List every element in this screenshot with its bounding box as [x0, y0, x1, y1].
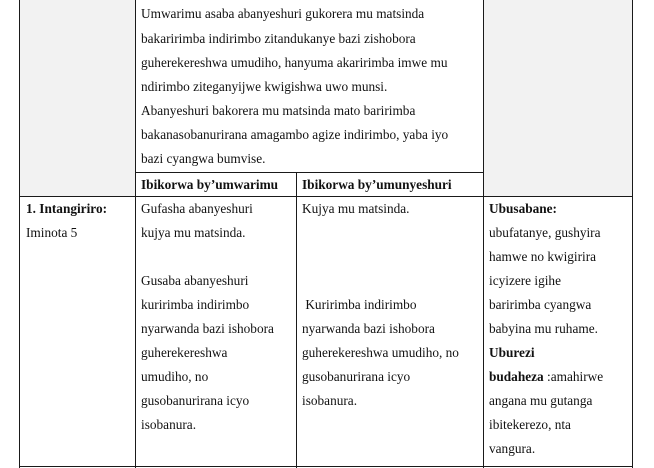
- border-row-top: [19, 196, 633, 197]
- teacher-line: kujya mu matsinda.: [141, 225, 246, 240]
- border-col2: [296, 172, 297, 468]
- student-activities-header: Ibikorwa by’umunyeshuri: [302, 177, 452, 192]
- competence-line: icyizere igihe: [489, 273, 561, 288]
- competence-inline-text: :amahirwe: [543, 369, 604, 384]
- intro-line: guherekereshwa umudiho, hanyuma akaririmba imwe mu: [141, 55, 448, 70]
- border-col1: [135, 0, 136, 468]
- step-title: 1. Intangiriro:: [26, 201, 108, 216]
- teacher-line: isobanura.: [141, 417, 197, 432]
- teacher-line: Gusaba abanyeshuri: [141, 273, 249, 288]
- competence-line: angana mu gutanga: [489, 393, 593, 408]
- student-line: isobanura.: [302, 393, 358, 408]
- teacher-line: gusobanurirana icyo: [141, 393, 250, 408]
- student-line: nyarwanda bazi ishobora: [302, 321, 435, 336]
- competence-line: ubufatanye, gushyira: [489, 225, 601, 240]
- border-bottom: [19, 466, 633, 467]
- teacher-line: guherekereshwa: [141, 345, 228, 360]
- competence-heading-part: budaheza: [489, 369, 544, 384]
- right-top-cell: [484, 0, 632, 196]
- step-duration: Iminota 5: [26, 225, 78, 240]
- competence-line: ibitekerezo, nta: [489, 417, 571, 432]
- competence-heading: Uburezi: [489, 345, 535, 360]
- competence-heading: Ubusabane:: [489, 201, 557, 216]
- intro-line: Umwarimu asaba abanyeshuri gukorera mu matsinda: [141, 6, 425, 21]
- student-line: Kuririmba indirimbo: [302, 297, 417, 312]
- border-col3: [483, 0, 484, 468]
- border-right: [632, 0, 633, 468]
- border-header-top: [135, 172, 484, 173]
- student-line: gusobanurirana icyo: [302, 369, 411, 384]
- competence-line: vangura.: [489, 441, 536, 456]
- student-line: guherekereshwa umudiho, no: [302, 345, 459, 360]
- competence-line: babyina mu ruhame.: [489, 321, 598, 336]
- teacher-line: nyarwanda bazi ishobora: [141, 321, 274, 336]
- student-line: Kujya mu matsinda.: [302, 201, 410, 216]
- competence-line: hamwe no kwigirira: [489, 249, 597, 264]
- intro-line: Abanyeshuri bakorera mu matsinda mato baririmba: [141, 103, 416, 118]
- left-top-cell: [20, 0, 136, 196]
- teacher-activities-header: Ibikorwa by’umwarimu: [141, 177, 279, 192]
- competence-heading-line2: [489, 369, 603, 385]
- teacher-line: Gufasha abanyeshuri: [141, 201, 253, 216]
- intro-line: bakaririmba indirimbo zitandukanye bazi zishobora: [141, 31, 416, 46]
- competence-line: baririmba cyangwa: [489, 297, 592, 312]
- teacher-line: kuririmba indirimbo: [141, 297, 250, 312]
- border-left: [19, 0, 20, 468]
- intro-line: bazi cyangwa bumvise.: [141, 151, 266, 166]
- intro-line: ndirimbo ziteganyijwe kwigishwa uwo munsi.: [141, 79, 388, 94]
- teacher-line: umudiho, no: [141, 369, 209, 384]
- intro-line: bakanasobanurirana amagambo agize indirimbo, yaba iyo: [141, 127, 449, 142]
